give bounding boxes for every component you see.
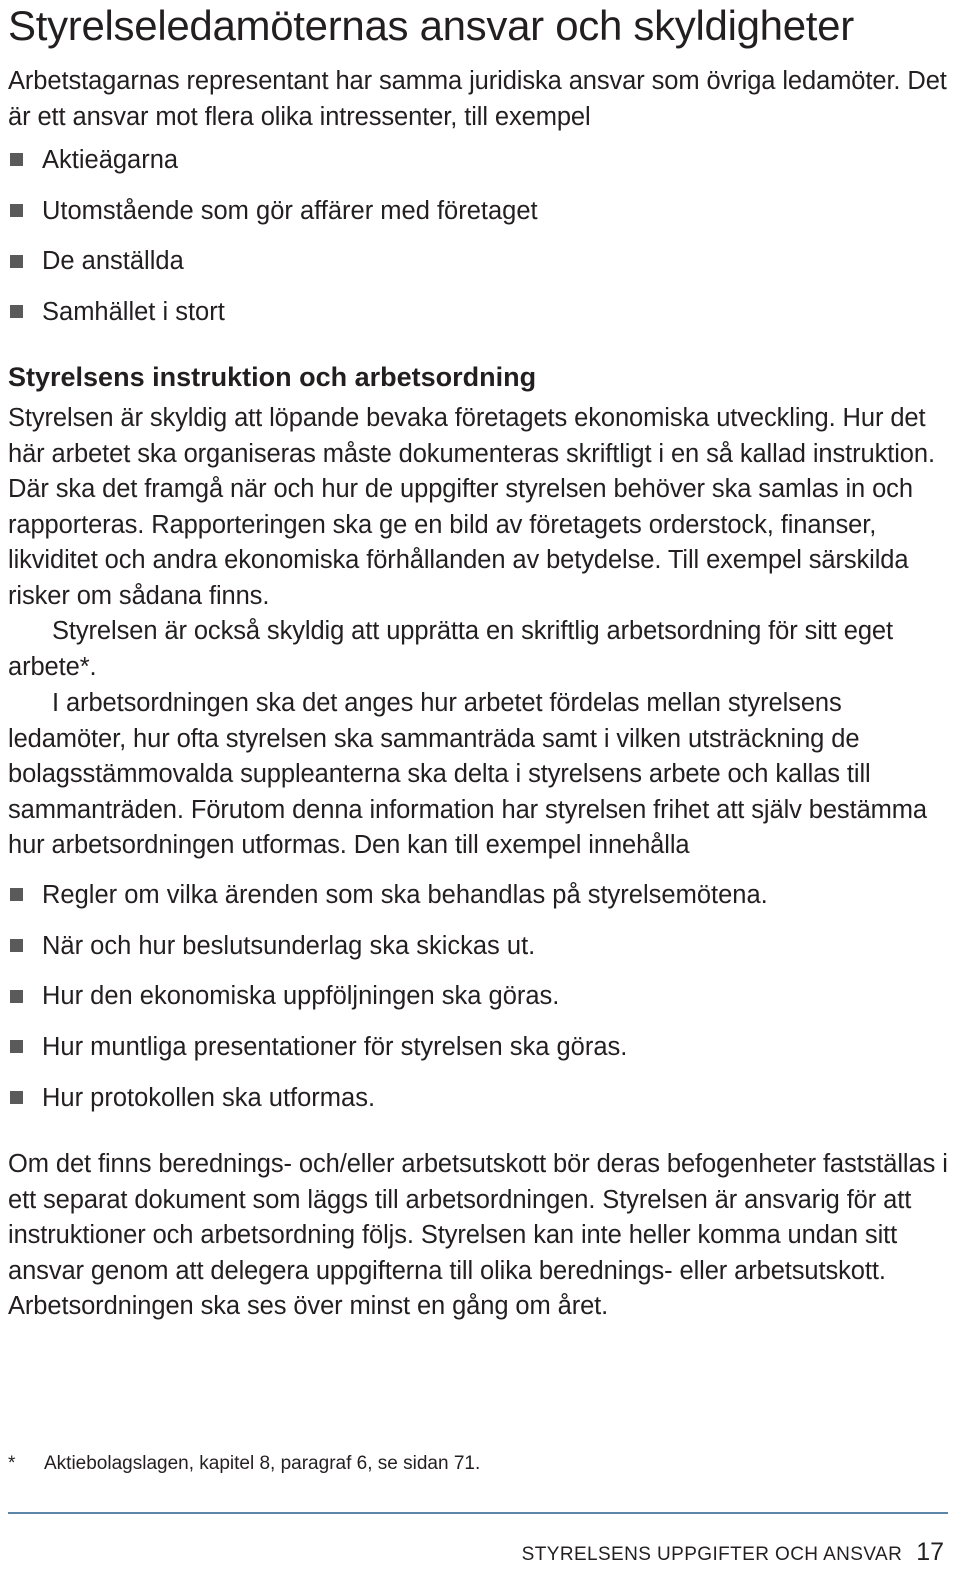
contents-list [8, 870, 768, 1123]
square-bullet-icon [10, 990, 23, 1003]
page-title: Styrelseledamöternas ansvar och skyldigheter [8, 2, 854, 49]
body-paragraph-2: Styrelsen är också skyldig att upprätta en skriftlig arbetsordning för sitt eget arbete*. [8, 617, 893, 681]
stakeholder-list [8, 135, 538, 338]
footnote [8, 1453, 480, 1475]
list-item: När och hur beslutsunderlag ska skickas ut. [8, 921, 768, 972]
square-bullet-icon [10, 204, 23, 217]
page-number: 17 [916, 1538, 944, 1566]
list-item: Hur muntliga presentationer för styrelsen ska göras. [8, 1022, 768, 1073]
page-footer [522, 1538, 944, 1567]
square-bullet-icon [10, 939, 23, 952]
list-item: De anställda [8, 236, 538, 287]
section-heading: Styrelsens instruktion och arbetsordning [8, 362, 537, 392]
body-paragraph-1: Styrelsen är skyldig att löpande bevaka företagets ekonomiska utveckling. Hur det här arbetet ska organiseras måste dokumenteras skriftligt i en så kallad instruktion. Där ska det framgå när och hur de uppgifter styrelsen behöver ska samlas in och rapporteras. Rapporteringen ska ge en bild av företagets orderstock, finanser, likviditet och andra ekonomiska förhållanden av betydelse. Till exempel särskilda risker om sådana finns. [8, 404, 935, 610]
square-bullet-icon [10, 1040, 23, 1053]
list-item: Hur den ekonomiska uppföljningen ska göras. [8, 971, 768, 1022]
footer-section-label: STYRELSENS UPPGIFTER OCH ANSVAR [521, 1544, 903, 1565]
body-paragraph-3: I arbetsordningen ska det anges hur arbetet fördelas mellan styrelsens ledamöter, hur ofta styrelsen ska sammanträda samt i vilken utsträckning de bolagsstämmovalda suppleanterna ska delta i styrelsens arbete och kallas till sammanträden. Förutom denna information har styrelsen frihet att själv bestämma hur arbetsordningen utformas. Den kan till exempel innehålla [8, 689, 928, 860]
list-item: Regler om vilka ärenden som ska behandlas på styrelsemötena. [8, 870, 768, 921]
footer-divider [8, 1512, 948, 1514]
list-item: Samhället i stort [8, 287, 538, 338]
square-bullet-icon [10, 153, 23, 166]
intro-paragraph: Arbetstagarnas representant har samma juridiska ansvar som övriga ledamöter. Det är ett ansvar mot flera olika intressenter, till exempel [8, 67, 947, 131]
list-item: Utomstående som gör affärer med företaget [8, 186, 538, 237]
square-bullet-icon [10, 888, 23, 901]
footnote-text: Aktiebolagslagen, kapitel 8, paragraf 6, se sidan 71. [44, 1453, 481, 1474]
square-bullet-icon [10, 305, 23, 318]
footnote-mark: * [8, 1453, 16, 1474]
list-item: Hur protokollen ska utformas. [8, 1073, 768, 1124]
body-paragraph-4: Om det finns berednings- och/eller arbetsutskott bör deras befogenheter fastställas i ett separat dokument som läggs till arbetsordningen. Styrelsen är ansvarig för att instruktioner och arbetsordning följs. Styrelsen kan inte heller komma undan sitt ansvar genom att delegera uppgifterna till olika berednings- eller arbetsutskott. Arbetsordningen ska ses över minst en gång om året. [8, 1150, 948, 1321]
list-item: Aktieägarna [8, 135, 538, 186]
square-bullet-icon [10, 1091, 23, 1104]
square-bullet-icon [10, 255, 23, 268]
